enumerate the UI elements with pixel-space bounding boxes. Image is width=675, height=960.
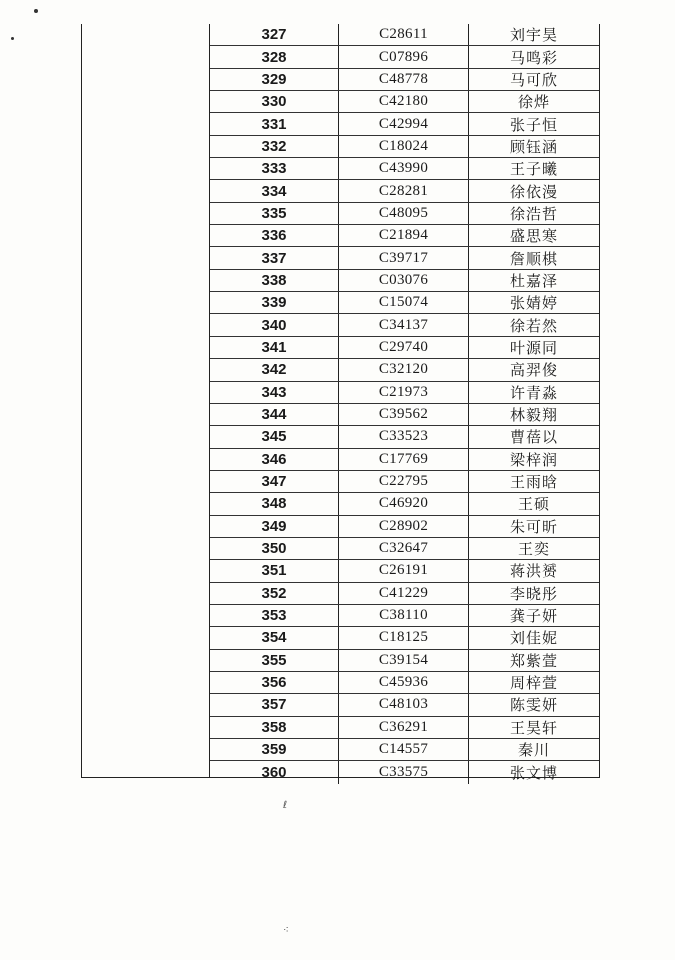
table-row xyxy=(210,761,599,783)
student-code-cell: C28902 xyxy=(339,516,469,537)
student-name-cell: 王奕 xyxy=(517,540,550,559)
student-name-cell: 陈雯妍 xyxy=(509,696,558,715)
row-number-cell: 336 xyxy=(210,225,339,246)
table-row xyxy=(210,136,599,158)
student-code-cell: C46920 xyxy=(339,493,469,514)
row-number-cell: 327 xyxy=(210,24,339,45)
row-number-cell: 354 xyxy=(210,627,339,648)
student-name-cell: 张子恒 xyxy=(509,115,558,134)
table-body xyxy=(210,24,599,783)
row-number-cell: 335 xyxy=(210,203,339,224)
row-number-cell: 342 xyxy=(210,359,339,380)
student-code-cell: C48095 xyxy=(339,203,469,224)
student-name-cell: 周梓萱 xyxy=(509,674,558,693)
student-code-cell: C39717 xyxy=(339,247,469,268)
table-row xyxy=(210,359,599,381)
table-row xyxy=(210,627,599,649)
student-code-cell: C32120 xyxy=(339,359,469,380)
row-number-cell: 359 xyxy=(210,739,339,760)
student-name-cell: 郑紫萱 xyxy=(509,651,558,670)
row-number-cell: 360 xyxy=(210,761,339,783)
table-row xyxy=(210,24,599,46)
row-number-cell: 328 xyxy=(210,46,339,67)
table-row xyxy=(210,426,599,448)
student-name-cell: 刘宇昊 xyxy=(509,26,558,45)
row-number-cell: 329 xyxy=(210,69,339,90)
row-number-cell: 346 xyxy=(210,449,339,470)
row-number-cell: 333 xyxy=(210,158,339,179)
row-number-cell: 344 xyxy=(210,404,339,425)
merged-blank-column xyxy=(82,24,210,777)
student-code-cell: C17769 xyxy=(339,449,469,470)
table-row xyxy=(210,382,599,404)
table-row xyxy=(210,247,599,269)
student-name-cell: 叶源同 xyxy=(509,338,558,357)
student-name-cell: 徐若然 xyxy=(509,316,558,335)
table-row xyxy=(210,605,599,627)
student-code-cell: C07896 xyxy=(339,46,469,67)
student-name-cell: 秦川 xyxy=(517,741,550,760)
table-row xyxy=(210,739,599,761)
student-name-cell: 徐烨 xyxy=(517,93,550,112)
row-number-cell: 338 xyxy=(210,270,339,291)
student-code-cell: C39154 xyxy=(339,650,469,671)
row-number-cell: 343 xyxy=(210,382,339,403)
student-name-cell: 张文博 xyxy=(509,764,558,783)
row-number-cell: 352 xyxy=(210,583,339,604)
row-number-cell: 353 xyxy=(210,605,339,626)
row-number-cell: 330 xyxy=(210,91,339,112)
table-row xyxy=(210,113,599,135)
row-number-cell: 334 xyxy=(210,180,339,201)
row-number-cell: 337 xyxy=(210,247,339,268)
student-code-cell: C33523 xyxy=(339,426,469,447)
student-code-cell: C21973 xyxy=(339,382,469,403)
row-number-cell: 350 xyxy=(210,538,339,559)
student-code-cell: C26191 xyxy=(339,560,469,581)
row-number-cell: 357 xyxy=(210,694,339,715)
table-row xyxy=(210,672,599,694)
table-row xyxy=(210,337,599,359)
student-code-cell: C15074 xyxy=(339,292,469,313)
student-code-cell: C03076 xyxy=(339,270,469,291)
table-row xyxy=(210,516,599,538)
student-name-cell: 梁梓润 xyxy=(509,450,558,469)
student-list-table xyxy=(81,24,600,783)
scan-speck xyxy=(11,37,14,40)
row-number-cell: 341 xyxy=(210,337,339,358)
student-name-cell: 蒋洪赟 xyxy=(509,562,558,581)
table-row xyxy=(210,158,599,180)
student-code-cell: C38110 xyxy=(339,605,469,626)
table-row xyxy=(210,471,599,493)
table-row xyxy=(210,225,599,247)
table-row xyxy=(210,560,599,582)
table-row xyxy=(210,404,599,426)
student-name-cell: 张婧婷 xyxy=(509,294,558,313)
student-code-cell: C32647 xyxy=(339,538,469,559)
table-row xyxy=(210,717,599,739)
student-code-cell: C28611 xyxy=(339,24,469,45)
student-name-cell: 马鸣彩 xyxy=(509,48,558,67)
row-number-cell: 351 xyxy=(210,560,339,581)
scan-speck xyxy=(34,9,38,13)
student-code-cell: C48778 xyxy=(339,69,469,90)
student-code-cell: C34137 xyxy=(339,314,469,335)
row-number-cell: 340 xyxy=(210,314,339,335)
student-code-cell: C21894 xyxy=(339,225,469,246)
table-row xyxy=(210,449,599,471)
row-number-cell: 332 xyxy=(210,136,339,157)
table-row xyxy=(210,292,599,314)
student-name-cell: 王雨晗 xyxy=(509,473,558,492)
student-name-cell: 马可欣 xyxy=(509,70,558,89)
student-name-cell: 高羿俊 xyxy=(509,361,558,380)
row-number-cell: 349 xyxy=(210,516,339,537)
student-code-cell: C45936 xyxy=(339,672,469,693)
row-number-cell: 345 xyxy=(210,426,339,447)
student-name-cell: 曹蓓以 xyxy=(509,428,558,447)
table-row xyxy=(210,180,599,202)
student-name-cell: 盛思寒 xyxy=(509,227,558,246)
table-row xyxy=(210,583,599,605)
student-name-cell: 徐浩哲 xyxy=(509,204,558,223)
student-name-cell: 徐依漫 xyxy=(509,182,558,201)
student-code-cell: C39562 xyxy=(339,404,469,425)
student-code-cell: C42180 xyxy=(339,91,469,112)
student-code-cell: C33575 xyxy=(339,761,469,783)
student-code-cell: C41229 xyxy=(339,583,469,604)
row-number-cell: 355 xyxy=(210,650,339,671)
student-code-cell: C28281 xyxy=(339,180,469,201)
table-row xyxy=(210,538,599,560)
student-name-cell: 龚子妍 xyxy=(509,607,558,626)
student-name-cell: 许青淼 xyxy=(509,383,558,402)
student-name-cell: 林毅翔 xyxy=(509,406,558,425)
student-code-cell: C18125 xyxy=(339,627,469,648)
student-code-cell: C36291 xyxy=(339,717,469,738)
table-row xyxy=(210,69,599,91)
table-row xyxy=(210,493,599,515)
row-number-cell: 347 xyxy=(210,471,339,492)
student-name-cell: 李晓彤 xyxy=(509,584,558,603)
student-name-cell: 刘佳妮 xyxy=(509,629,558,648)
student-name-cell: 王子曦 xyxy=(509,160,558,179)
student-name-cell: 王硕 xyxy=(517,495,550,514)
table-row xyxy=(210,650,599,672)
scan-mark: ℓ xyxy=(283,800,288,811)
student-name-cell: 顾钰涵 xyxy=(509,137,558,156)
table-row xyxy=(210,314,599,336)
table-row xyxy=(210,203,599,225)
table-row xyxy=(210,46,599,68)
student-name-cell: 王昊轩 xyxy=(509,718,558,737)
student-name-cell: 朱可昕 xyxy=(509,517,558,536)
table-row xyxy=(210,270,599,292)
student-code-cell: C14557 xyxy=(339,739,469,760)
row-number-cell: 348 xyxy=(210,493,339,514)
row-number-cell: 339 xyxy=(210,292,339,313)
student-code-cell: C22795 xyxy=(339,471,469,492)
table-row xyxy=(210,91,599,113)
student-name-cell: 杜嘉泽 xyxy=(509,271,558,290)
row-number-cell: 356 xyxy=(210,672,339,693)
row-number-cell: 331 xyxy=(210,113,339,134)
student-code-cell: C42994 xyxy=(339,113,469,134)
student-code-cell: C29740 xyxy=(339,337,469,358)
student-name-cell: 詹顺棋 xyxy=(509,249,558,268)
row-number-cell: 358 xyxy=(210,717,339,738)
student-code-cell: C48103 xyxy=(339,694,469,715)
student-code-cell: C18024 xyxy=(339,136,469,157)
student-code-cell: C43990 xyxy=(339,158,469,179)
scan-mark: ⁖ xyxy=(283,925,289,936)
table-row xyxy=(210,694,599,716)
